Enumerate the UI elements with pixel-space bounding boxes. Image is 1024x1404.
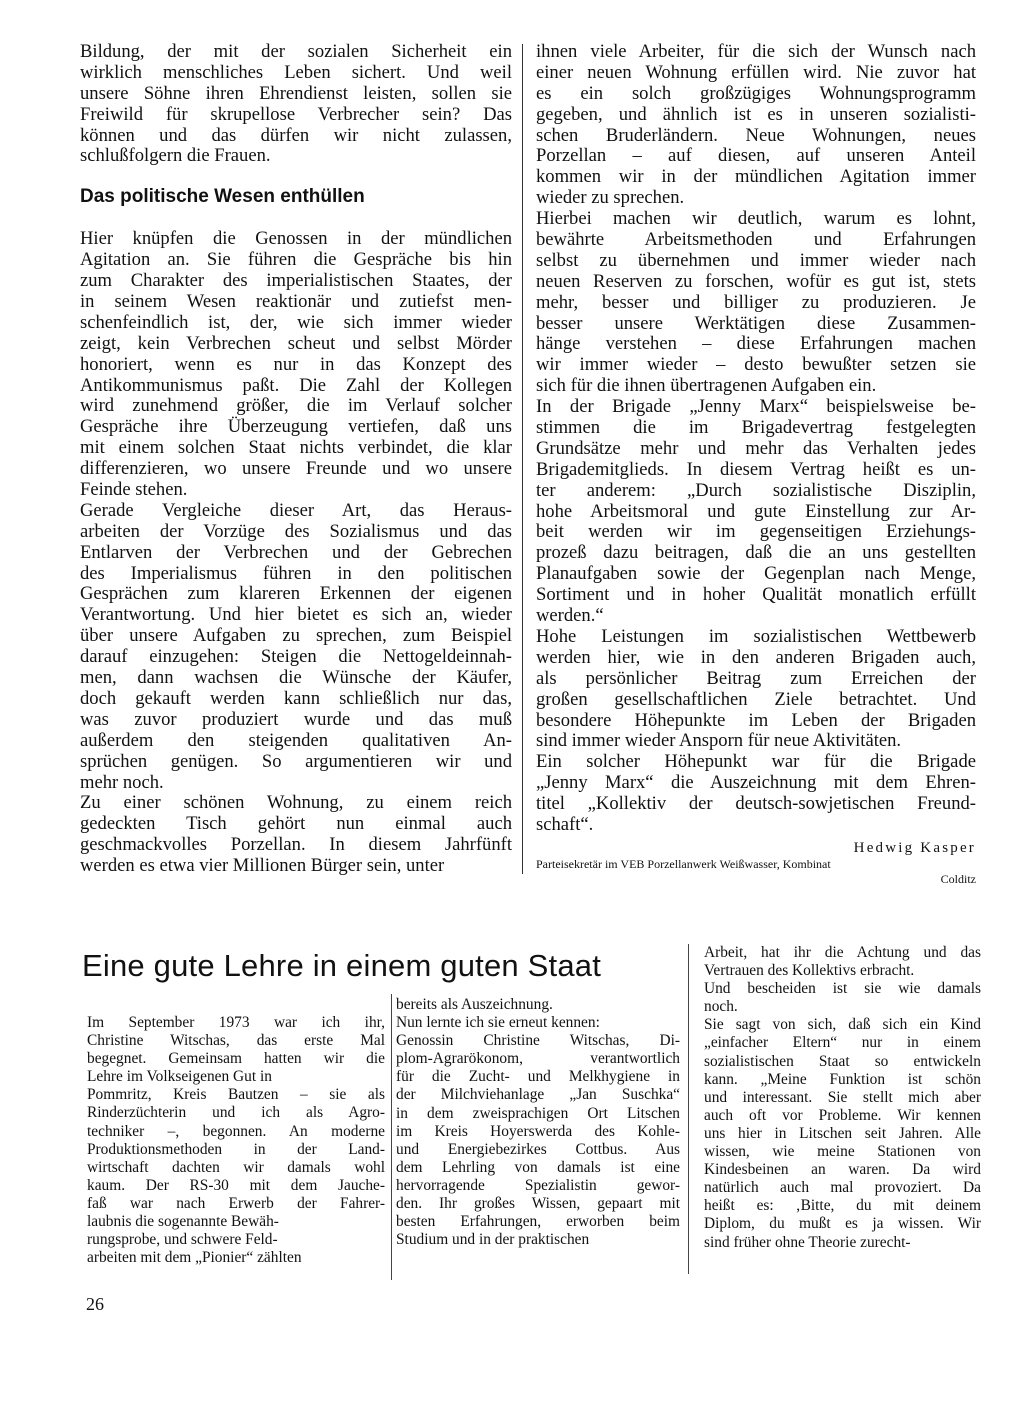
text-line: werden.“ bbox=[536, 605, 604, 627]
text-line: titel „Kollektiv der deutsch-sowjetischen Freund- bbox=[536, 793, 976, 815]
text-line: schen Bruderländern. Neue Wohnungen, neues bbox=[536, 124, 976, 146]
text-line: kommen wir in der mündlichen Agitation immer bbox=[536, 166, 976, 188]
text-line: Entlarven der Verbrechen und der Gebrechen bbox=[80, 541, 512, 563]
text-line: Nun lernte ich sie erneut kennen: bbox=[396, 1014, 600, 1032]
text-line: kaum. Der RS-30 mit dem Jauche- bbox=[87, 1176, 385, 1194]
text-line: Vertrauen des Kollektivs erbracht. bbox=[704, 962, 915, 980]
text-line: differenzieren, wo unsere Freunde und wo unsere bbox=[80, 458, 512, 480]
text-line: wir immer wieder – desto bewußter setzen sie bbox=[536, 354, 976, 376]
text-line: sich für die ihnen übertragenen Aufgaben ein. bbox=[536, 375, 877, 397]
text-line: und Energiebezirkes Cottbus. Aus bbox=[396, 1140, 680, 1158]
text-line: „einfacher Eltern“ nur in einem bbox=[704, 1034, 981, 1052]
text-line: Verantwortung. Und hier bietet es sich an, wieder bbox=[80, 604, 512, 626]
text-line: einer neuen Wohnung erfüllen wird. Nie zuvor hat bbox=[536, 61, 976, 83]
text-line: arbeiten mit dem „Pionier“ zählten bbox=[87, 1249, 302, 1267]
text-line: großen gesellschaftlichen Ziele betrachtet. Und bbox=[536, 688, 976, 710]
text-line: „Jenny Marx“ die Auszeichnung mit dem Ehren- bbox=[536, 772, 976, 794]
text-line: Sie sagt von sich, daß sich ein Kind bbox=[704, 1016, 981, 1034]
text-line: wissen, wie meine Stationen von bbox=[704, 1143, 981, 1161]
article2-column-3 bbox=[704, 944, 981, 1252]
text-line: hänge verstehen – diese Erfahrungen machen bbox=[536, 333, 976, 355]
text-line: Gerade Vergleiche dieser Art, das Heraus- bbox=[80, 499, 512, 521]
text-line: schaft“. bbox=[536, 813, 594, 835]
text-line: sozialistischen Staat so entwickeln bbox=[704, 1052, 981, 1070]
text-line: Freiwild für skrupellose Verbrecher sein? Das bbox=[80, 103, 512, 125]
article1-subheading: Das politische Wesen enthüllen bbox=[80, 186, 365, 208]
text-line: men, dann wachsen die Wünsche der Käufer, bbox=[80, 667, 512, 689]
text-line: besondere Höhepunkte im Leben der Brigaden bbox=[536, 709, 976, 731]
article1-paragraph-continued bbox=[536, 42, 976, 836]
text-line: Lehre im Volkseigenen Gut in bbox=[87, 1068, 272, 1086]
text-line: Hierbei machen wir deutlich, warum es lohnt, bbox=[536, 208, 976, 230]
text-line: Planaufgaben sowie der Gegenplan nach Menge, bbox=[536, 563, 976, 585]
text-line: als persönlicher Beitrag zum Erreichen der bbox=[536, 667, 976, 689]
text-line: in seinem Wesen reaktionär und zutiefst men- bbox=[80, 291, 512, 313]
author-affiliation bbox=[536, 857, 976, 887]
article2-headline: Eine gute Lehre in einem guten Staat bbox=[82, 948, 602, 983]
text-line: besten Erfahrungen, erworben beim bbox=[396, 1213, 680, 1231]
article1-paragraph-intro bbox=[80, 42, 512, 167]
text-line: Kindesbeinen an waren. Da wird bbox=[704, 1161, 981, 1179]
text-line: können und das dürfen wir nicht zulassen, bbox=[80, 124, 512, 146]
article1-column-2 bbox=[536, 42, 976, 887]
text-line: stimmen die im Brigadevertrag festgelegten bbox=[536, 417, 976, 439]
text-line: bereits als Auszeichnung. bbox=[396, 996, 553, 1013]
text-line: was zuvor produziert wurde und das muß bbox=[80, 708, 512, 730]
affiliation-line-2: Colditz bbox=[940, 871, 976, 886]
text-line: Sortiment und in hoher Qualität monatlich erfüllt bbox=[536, 584, 976, 606]
text-line: noch. bbox=[704, 998, 738, 1016]
article2-column-1 bbox=[87, 1014, 385, 1267]
text-line: arbeiten der Vorzüge des Sozialismus und das bbox=[80, 520, 512, 542]
text-line: Pommritz, Kreis Bautzen – sie als bbox=[87, 1086, 385, 1104]
article1-column-1 bbox=[80, 42, 512, 877]
text-line: des Imperialismus führen in den politischen bbox=[80, 562, 512, 584]
text-line: Arbeit, hat ihr die Achtung und das bbox=[704, 944, 981, 961]
text-line: Brigademitglieds. In diesem Vertrag heißt es un- bbox=[536, 458, 976, 480]
text-line: in dem zweisprachigen Ort Litschen bbox=[396, 1104, 680, 1122]
text-line: zeigt, kein Verbrechen scheut und selbst Mörder bbox=[80, 332, 512, 354]
text-line: ihnen viele Arbeiter, für die sich der Wunsch nach bbox=[536, 41, 976, 62]
text-line: plom-Agrarökonom, verantwortlich bbox=[396, 1050, 680, 1068]
text-line: Im September 1973 war ich ihr, bbox=[87, 1014, 385, 1031]
text-line: Studium und in der praktischen bbox=[396, 1231, 590, 1249]
text-line: Bildung, der mit der sozialen Sicherheit ein bbox=[80, 41, 512, 62]
text-line: gegeben, und ähnlich ist es in unseren sozialisti- bbox=[536, 103, 976, 125]
text-line: sind immer wieder Ansporn für neue Aktivitäten. bbox=[536, 730, 902, 752]
text-line: Hier knüpfen die Genossen in der mündlichen bbox=[80, 228, 512, 250]
text-line: auch oft vor Probleme. Wir kennen bbox=[704, 1106, 981, 1124]
text-line: kann. „Meine Funktion ist schön bbox=[704, 1070, 981, 1088]
text-line: faß war nach Erwerb der Fahrer- bbox=[87, 1194, 385, 1212]
text-line: mehr, besser und billiger zu produzieren. Je bbox=[536, 291, 976, 313]
text-line: beit werden wir im gegenseitigen Erziehungs- bbox=[536, 521, 976, 543]
text-line: wird zunehmend größer, die im Verlauf solcher bbox=[80, 395, 512, 417]
text-line: Diplom, du mußt es ja wissen. Wir bbox=[704, 1215, 981, 1233]
text-line: und interessant. Sie stellt mich aber bbox=[704, 1088, 981, 1106]
text-line: In der Brigade „Jenny Marx“ beispielsweise be- bbox=[536, 396, 976, 418]
text-line: geschmackvolles Porzellan. In diesem Jahrfünft bbox=[80, 834, 512, 856]
text-line: wirtschaft dachten wir damals wohl bbox=[87, 1158, 385, 1176]
text-line: Porzellan – auf diesen, auf unseren Anteil bbox=[536, 145, 976, 167]
text-line: den. Ihr großes Wissen, gepaart mit bbox=[396, 1195, 680, 1213]
text-line: sprüchen genügen. So argumentieren wir und bbox=[80, 750, 512, 772]
text-line: laubnis die sogenannte Bewäh- bbox=[87, 1213, 279, 1231]
author-signature: Hedwig Kasper bbox=[853, 839, 976, 856]
text-line: besser unsere Werktätigen diese Zusammen- bbox=[536, 312, 976, 334]
text-line: rungsprobe, und schwere Feld- bbox=[87, 1231, 278, 1249]
text-line: schenfeindlich ist, der, wie sich immer wieder bbox=[80, 311, 512, 333]
text-line: Antikommunismus paßt. Die Zahl der Kollegen bbox=[80, 374, 512, 396]
column-divider bbox=[522, 44, 523, 874]
text-line: neuen Reserven zu forschen, wofür es gut ist, stets bbox=[536, 270, 976, 292]
text-line: im Kreis Hoyerswerda des Kohle- bbox=[396, 1122, 680, 1140]
affiliation-line-1: Parteisekretär im VEB Porzellanwerk Weißwasser, Kombinat bbox=[536, 856, 831, 871]
text-line: der Milchviehanlage „Jan Suschka“ bbox=[396, 1086, 680, 1104]
text-line: hervorragende Spezialistin gewor- bbox=[396, 1176, 680, 1194]
text-line: Gesprächen zum klareren Erkennen der eigenen bbox=[80, 583, 512, 605]
text-line: unsere Söhne ihren Ehrendienst leisten, sollen sie bbox=[80, 82, 512, 104]
text-line: Gespräche ihre Überzeugung vertiefen, daß uns bbox=[80, 416, 512, 438]
text-line: Produktionsmethoden in der Land- bbox=[87, 1140, 385, 1158]
text-line: natürlich auch mal provoziert. Da bbox=[704, 1179, 981, 1197]
text-line: uns hier in Litschen seit Jahren. Alle bbox=[704, 1124, 981, 1142]
page-number: 26 bbox=[86, 1294, 104, 1314]
text-line: dem Lehrling von damals ist eine bbox=[396, 1158, 680, 1176]
text-line: Genossin Christine Witschas, Di- bbox=[396, 1032, 680, 1050]
text-line: ter anderem: „Durch sozialistische Disziplin, bbox=[536, 479, 976, 501]
text-line: über unsere Aufgaben zu sprechen, zum Beispiel bbox=[80, 625, 512, 647]
text-line: Hohe Leistungen im sozialistischen Wettbewerb bbox=[536, 625, 976, 647]
text-line: honoriert, wenn es nur in das Konzept des bbox=[80, 353, 512, 375]
text-line: sind früher ohne Theorie zurecht- bbox=[704, 1233, 911, 1251]
text-line: heißt es: ‚Bitte, du mit deinem bbox=[704, 1197, 981, 1215]
text-line: werden es etwa vier Millionen Bürger sein, unter bbox=[80, 855, 445, 877]
text-line: werden hier, wie in den anderen Brigaden auch, bbox=[536, 646, 976, 668]
text-line: es ein solch großzügiges Wohnungsprogramm bbox=[536, 82, 976, 104]
text-line: mit einem solchen Staat nichts verbindet, die klar bbox=[80, 437, 512, 459]
column-rule-1 bbox=[391, 994, 392, 1280]
text-line: gedeckten Tisch gehört nun einmal auch bbox=[80, 813, 512, 835]
article1-paragraph-body bbox=[80, 229, 512, 877]
text-line: bewährte Arbeitsmethoden und Erfahrungen bbox=[536, 229, 976, 251]
text-line: Feinde stehen. bbox=[80, 479, 188, 501]
text-line: prozeß dazu beitragen, daß die an uns gestellten bbox=[536, 542, 976, 564]
text-line: außerdem den steigenden qualitativen An- bbox=[80, 729, 512, 751]
text-line: darauf einzugehen: Steigen die Nettogeldeinnah- bbox=[80, 646, 512, 668]
text-line: Zu einer schönen Wohnung, zu einem reich bbox=[80, 792, 512, 814]
text-line: Und bescheiden ist sie wie damals bbox=[704, 980, 981, 998]
text-line: Rinderzüchterin und ich als Agro- bbox=[87, 1104, 385, 1122]
text-line: techniker –, begonnen. An moderne bbox=[87, 1122, 385, 1140]
text-line: Agitation an. Sie führen die Gespräche bis hin bbox=[80, 249, 512, 271]
text-line: für die Zucht- und Melkhygiene in bbox=[396, 1068, 680, 1086]
text-line: wieder zu sprechen. bbox=[536, 187, 685, 209]
text-line: begegnet. Gemeinsam hatten wir die bbox=[87, 1050, 385, 1068]
text-line: mehr noch. bbox=[80, 771, 164, 793]
text-line: selbst zu übernehmen und immer wieder nach bbox=[536, 249, 976, 271]
text-line: schlußfolgern die Frauen. bbox=[80, 145, 271, 167]
text-line: Grundsätze mehr und mehr das Verhalten jedes bbox=[536, 437, 976, 459]
text-line: zum Charakter des imperialistischen Staates, der bbox=[80, 270, 512, 292]
column-rule-2 bbox=[688, 944, 689, 1274]
text-line: Christine Witschas, das erste Mal bbox=[87, 1032, 385, 1050]
text-line: doch gekauft werden kann schließlich nur das, bbox=[80, 687, 512, 709]
article2-column-2 bbox=[396, 996, 680, 1249]
text-line: wirklich menschliches Leben sichert. Und weil bbox=[80, 61, 512, 83]
text-line: hohe Arbeitsmoral und gute Einstellung zur Ar- bbox=[536, 500, 976, 522]
text-line: Ein solcher Höhepunkt war für die Brigade bbox=[536, 751, 976, 773]
